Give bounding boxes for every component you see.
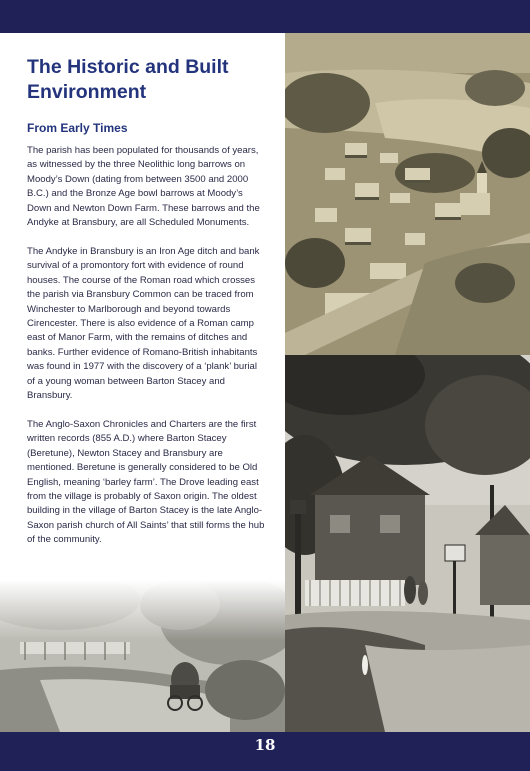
paragraph-iron-age-roman: The Andyke in Bransbury is an Iron Age ditch and bank survival of a promontory fort with evidence of round houses. The course of the Roman road which crosses the parish via Bransbury Common can be traced from Winchester to Marlborough and beyond towards Cirencester. There is also evidence of a Roman camp east of Manor Farm, with the remains of ditches and banks. Further evidence of Romano-British inhabitants was found in 1977 with the discovery of a ‘plank’ burial of a young woman between Barton Stacey and Bransbury. [27,245,260,401]
village-street-photo [285,355,530,732]
photo-fade-overlay [0,580,285,640]
paragraph-anglo-saxon: The Anglo-Saxon Chronicles and Charters are the first written records (855 A.D.) where Barton Stacey (Beretune), Newton Stacey and Bransbury are mentioned. Beretune is generally considered to be Old English, meaning ‘barley farm’. The Drove leading east from the village is probably of Saxon origin. The oldest building in the village of Barton Stacey is the late Anglo-Saxon parish church of All Saints’ that still forms the hub of the community. [27,418,265,546]
page-title: The Historic and Built Environment [27,56,229,103]
top-banner [0,0,530,33]
text-column [27,55,265,562]
paragraph-neolithic: The parish has been populated for thousands of years, as witnessed by the three Neolithic long barrows on Moody’s Down (dating from between 3500 and 2000 B.C.) and the Bronze Age bowl barrows at Moody’s Down and Newton Down Farm. These barrows and the Andyke at Bransbury, are all Scheduled Monuments. [27,145,260,229]
aerial-village-photo [285,33,530,355]
section-heading: From Early Times [27,121,128,135]
page-number: 18 [254,736,276,754]
